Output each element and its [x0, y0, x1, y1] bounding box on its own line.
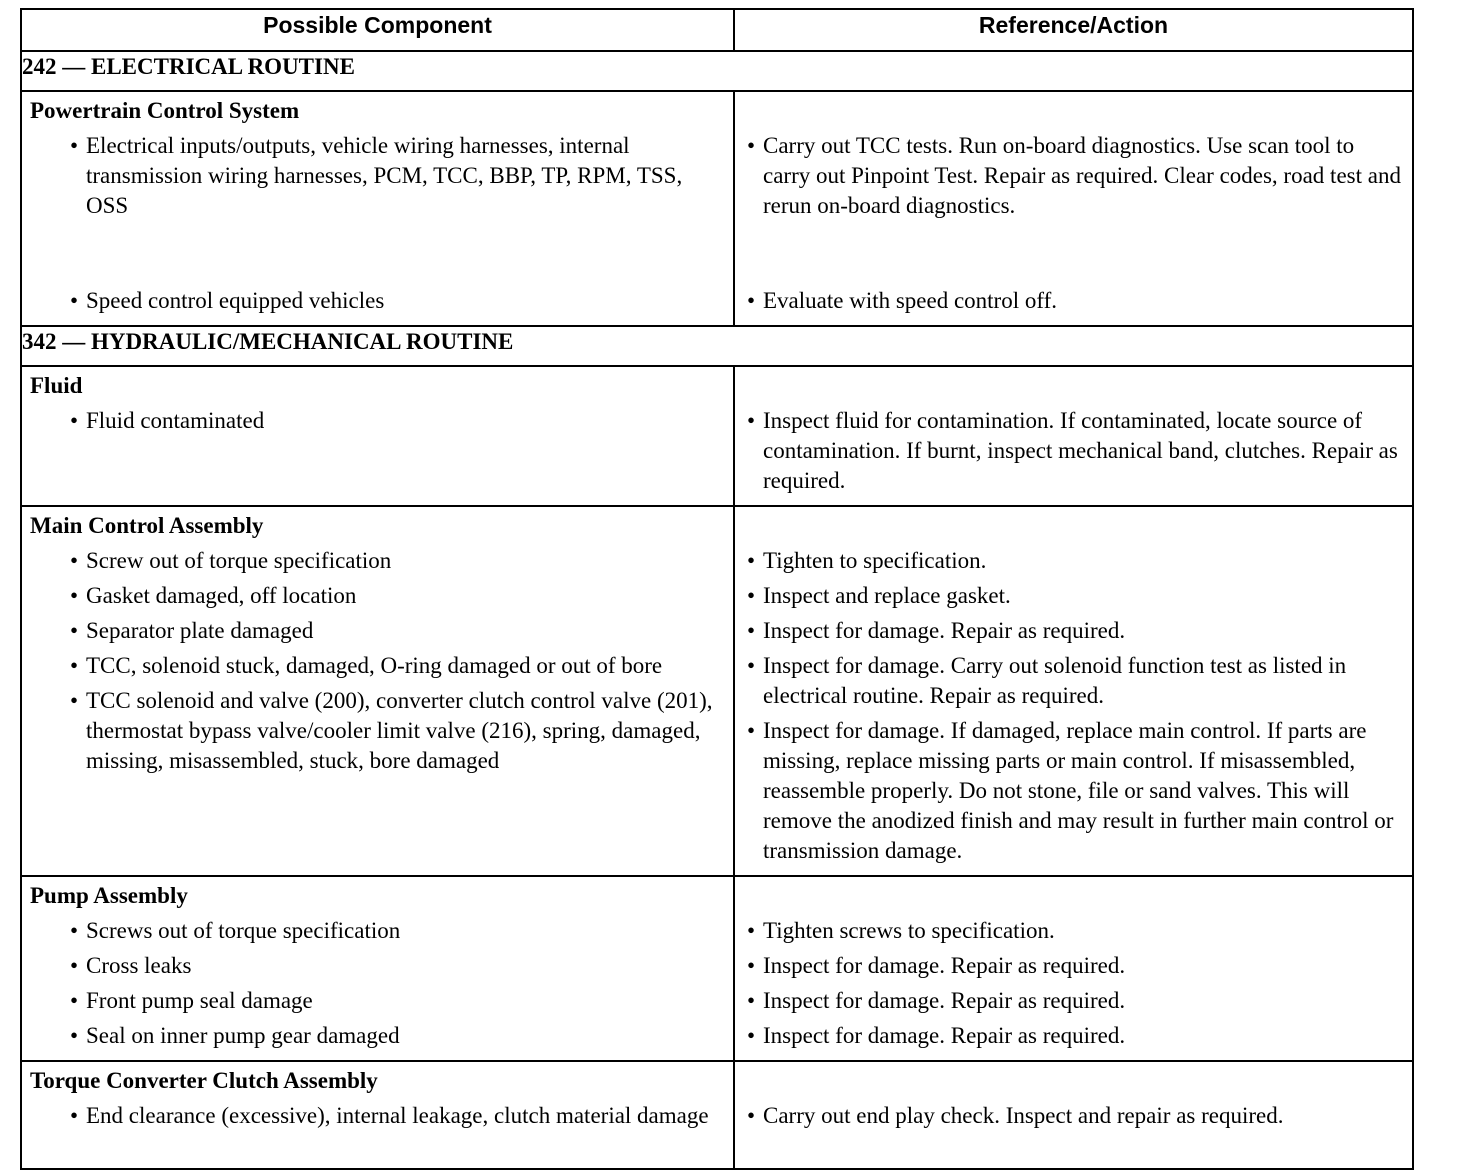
action-item: • Inspect fluid for contamination. If contaminated, locate source of contamination. If burnt, inspect mechanical band, clutches. Repair as required. [743, 406, 1404, 496]
action-item: • Tighten screws to specification. [743, 916, 1404, 946]
component-item: • Speed control equipped vehicles [30, 286, 725, 316]
action-item: • Inspect for damage. Carry out solenoid function test as listed in electrical routine. Repair as required. [743, 651, 1404, 711]
routine-title-electrical: 242 — ELECTRICAL ROUTINE [21, 51, 1413, 91]
action-cell [734, 91, 1413, 326]
group-row-fluid [21, 366, 1413, 506]
bullet-icon: • [747, 918, 756, 943]
group-row-powertrain-control-system [21, 91, 1413, 326]
component-item: • Cross leaks [30, 951, 725, 981]
bullet-icon: • [70, 408, 79, 433]
action-item: • Inspect and replace gasket. [743, 581, 1404, 611]
action-item: • Inspect for damage. If damaged, replace main control. If parts are missing, replace missing parts or main control. If misassembled, reassemble properly. Do not stone, file or sand valves. This will remove the anodized finish and may result in further main control or transmission damage. [743, 716, 1404, 866]
group-title: Powertrain Control System [30, 98, 300, 123]
component-cell [21, 91, 734, 326]
bullet-icon: • [70, 1023, 79, 1048]
routine-row [21, 51, 1413, 91]
bullet-icon: • [747, 1103, 756, 1128]
column-header-reference-action: Reference/Action [734, 9, 1413, 51]
component-cell [21, 366, 734, 506]
action-cell [734, 506, 1413, 876]
component-item: • TCC solenoid and valve (200), converter clutch control valve (201), thermostat bypass valve/cooler limit valve (216), spring, damaged, missing, misassembled, stuck, bore damaged [30, 686, 725, 776]
action-item: • Inspect for damage. Repair as required. [743, 616, 1404, 646]
group-row-main-control-assembly [21, 506, 1413, 876]
bullet-icon: • [70, 653, 79, 678]
bullet-icon: • [747, 408, 756, 433]
action-item: • Inspect for damage. Repair as required. [743, 951, 1404, 981]
column-header-possible-component: Possible Component [21, 9, 734, 51]
component-item: • Screws out of torque specification [30, 916, 725, 946]
bullet-icon: • [747, 953, 756, 978]
component-item: • Fluid contaminated [30, 406, 725, 436]
bullet-icon: • [747, 133, 756, 158]
action-item: • Tighten to specification. [743, 546, 1404, 576]
bullet-icon: • [70, 548, 79, 573]
action-cell [734, 876, 1413, 1061]
bullet-icon: • [70, 133, 79, 158]
group-title: Fluid [30, 373, 83, 398]
bullet-icon: • [70, 953, 79, 978]
component-item: • Seal on inner pump gear damaged [30, 1021, 725, 1051]
action-item: • Inspect for damage. Repair as required. [743, 1021, 1404, 1051]
bullet-icon: • [747, 618, 756, 643]
bullet-icon: • [70, 918, 79, 943]
component-item: • Electrical inputs/outputs, vehicle wiring harnesses, internal transmission wiring harnesses, PCM, TCC, BBP, TP, RPM, TSS, OSS [30, 131, 725, 281]
action-item: • Carry out TCC tests. Run on-board diagnostics. Use scan tool to carry out Pinpoint Test. Repair as required. Clear codes, road test and rerun on-board diagnostics. [743, 131, 1404, 281]
bullet-icon: • [70, 688, 79, 713]
bullet-icon: • [70, 288, 79, 313]
bullet-icon: • [70, 1103, 79, 1128]
diagnostic-page [20, 8, 1412, 1170]
action-item: • Evaluate with speed control off. [743, 286, 1404, 316]
component-item: • Screw out of torque specification [30, 546, 725, 576]
table-header-row [21, 9, 1413, 51]
bullet-icon: • [747, 583, 756, 608]
routine-row [21, 326, 1413, 366]
component-cell [21, 506, 734, 876]
component-item: • Front pump seal damage [30, 986, 725, 1016]
group-row-torque-converter-clutch-assembly [21, 1061, 1413, 1169]
routine-title-hydraulic: 342 — HYDRAULIC/MECHANICAL ROUTINE [21, 326, 1413, 366]
action-item: • Inspect for damage. Repair as required. [743, 986, 1404, 1016]
component-item: • TCC, solenoid stuck, damaged, O-ring damaged or out of bore [30, 651, 725, 681]
component-item: • End clearance (excessive), internal leakage, clutch material damage [30, 1101, 725, 1131]
action-cell [734, 366, 1413, 506]
bullet-icon: • [70, 988, 79, 1013]
bullet-icon: • [747, 988, 756, 1013]
component-item: • Gasket damaged, off location [30, 581, 725, 611]
component-cell [21, 876, 734, 1061]
bullet-icon: • [747, 653, 756, 678]
bullet-icon: • [747, 718, 756, 743]
group-title: Pump Assembly [30, 883, 188, 908]
bullet-icon: • [747, 1023, 756, 1048]
group-row-pump-assembly [21, 876, 1413, 1061]
bullet-icon: • [70, 618, 79, 643]
bullet-icon: • [747, 548, 756, 573]
group-title: Main Control Assembly [30, 513, 264, 538]
component-cell [21, 1061, 734, 1169]
action-item: • Carry out end play check. Inspect and repair as required. [743, 1101, 1404, 1131]
component-item: • Separator plate damaged [30, 616, 725, 646]
diagnosis-table [20, 8, 1414, 1170]
bullet-icon: • [70, 583, 79, 608]
group-title: Torque Converter Clutch Assembly [30, 1068, 378, 1093]
bullet-icon: • [747, 288, 756, 313]
action-cell [734, 1061, 1413, 1169]
